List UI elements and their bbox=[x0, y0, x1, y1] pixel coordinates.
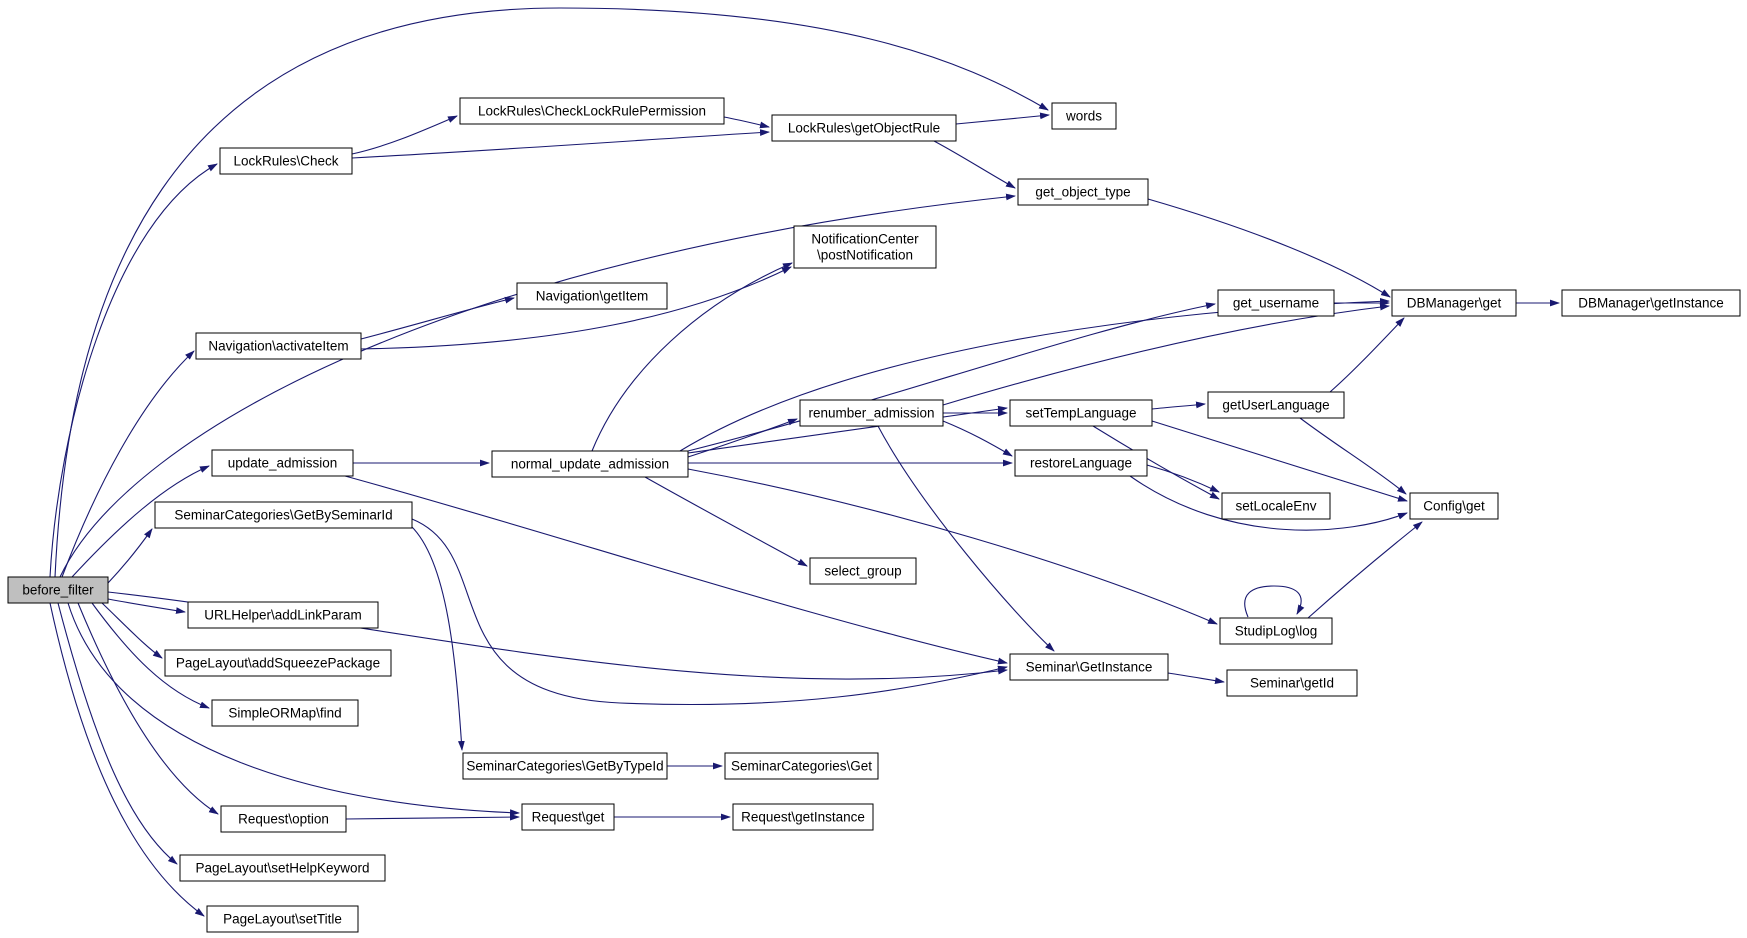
graph-node-request_get[interactable] bbox=[522, 804, 614, 830]
graph-node-label: words bbox=[1065, 108, 1103, 124]
graph-node-getuserlanguage[interactable] bbox=[1208, 392, 1344, 418]
graph-node-label: Seminar\GetInstance bbox=[1025, 659, 1153, 675]
call-edge-request_option-to-request_get bbox=[346, 817, 519, 819]
graph-node-update_admission[interactable] bbox=[212, 450, 353, 476]
call-edge-settemplanguage-to-config_get bbox=[1152, 421, 1407, 501]
call-edge-sem_getinstance-to-sem_getid bbox=[1168, 673, 1224, 682]
graph-node-label: setLocaleEnv bbox=[1235, 498, 1317, 514]
call-edge-before_filter-to-pl_sethelpkeyword bbox=[58, 603, 177, 864]
call-edge-renumber_admission-to-dbm_get bbox=[943, 306, 1389, 405]
graph-node-get_username[interactable] bbox=[1218, 290, 1334, 316]
graph-node-label: normal_update_admission bbox=[510, 456, 670, 472]
graph-node-pl_sethelpkeyword[interactable] bbox=[180, 855, 385, 881]
graph-node-label: restoreLanguage bbox=[1029, 455, 1133, 471]
graph-node-label: LockRules\getObjectRule bbox=[787, 120, 941, 136]
graph-node-label: SeminarCategories\GetBySeminarId bbox=[174, 507, 393, 523]
call-edge-normal_update-to-dbm_get bbox=[680, 301, 1389, 451]
call-edge-lr_check-to-lr_getobjectrule bbox=[352, 132, 769, 158]
graph-node-label: DBManager\get bbox=[1406, 295, 1502, 311]
call-edge-before_filter-to-sc_getbyseminarid bbox=[108, 529, 152, 583]
graph-node-get_object_type[interactable] bbox=[1018, 179, 1148, 205]
call-edge-lr_check-to-lr_checkperm bbox=[352, 116, 457, 154]
graph-node-request_getinstance[interactable] bbox=[733, 804, 873, 830]
graph-node-request_option[interactable] bbox=[221, 806, 346, 832]
graph-node-pl_settitle[interactable] bbox=[207, 906, 358, 932]
call-edge-getuserlanguage-to-config_get bbox=[1300, 418, 1406, 494]
graph-node-sc_get[interactable] bbox=[725, 753, 878, 779]
call-edge-normal_update-to-select_group bbox=[645, 477, 807, 566]
graph-node-sorm_find[interactable] bbox=[212, 700, 358, 726]
graph-node-label: LockRules\Check bbox=[233, 153, 339, 169]
graph-node-label: select_group bbox=[824, 563, 902, 579]
call-edge-renumber_admission-to-restorelanguage bbox=[943, 421, 1012, 456]
call-edge-getuserlanguage-to-dbm_get bbox=[1330, 318, 1404, 392]
graph-node-label: Request\getInstance bbox=[741, 809, 865, 825]
call-edge-lr_checkperm-to-lr_getobjectrule bbox=[724, 117, 769, 127]
graph-node-before_filter[interactable] bbox=[8, 577, 108, 603]
graph-node-lr_getobjectrule[interactable] bbox=[772, 115, 956, 141]
graph-node-label: update_admission bbox=[227, 455, 338, 471]
graph-node-lr_checkperm[interactable] bbox=[460, 98, 724, 124]
call-edge-sc_getbyseminarid-to-sc_getbytypeid bbox=[411, 526, 462, 750]
graph-node-config_get[interactable] bbox=[1410, 493, 1498, 519]
call-edge-restorelanguage-to-setlocaleenv bbox=[1147, 465, 1219, 492]
graph-node-nav_activateitem[interactable] bbox=[196, 333, 361, 359]
call-edge-normal_update-to-get_username bbox=[688, 304, 1215, 451]
graph-node-label: LockRules\CheckLockRulePermission bbox=[477, 103, 707, 119]
call-edge-normal_update-to-renumber_admission bbox=[688, 419, 797, 457]
graph-node-settemplanguage[interactable] bbox=[1010, 400, 1152, 426]
graph-node-renumber_admission[interactable] bbox=[800, 400, 943, 426]
graph-node-studiplog_log[interactable] bbox=[1220, 618, 1332, 644]
graph-node-restorelanguage[interactable] bbox=[1015, 450, 1147, 476]
call-edge-sc_getbyseminarid-to-sem_getinstance bbox=[412, 519, 1007, 705]
call-edge-before_filter-to-pl_addsqueeze bbox=[102, 603, 162, 658]
graph-node-label: DBManager\getInstance bbox=[1578, 295, 1724, 311]
graph-node-label: PageLayout\setTitle bbox=[223, 911, 342, 927]
graph-node-label: Request\option bbox=[238, 811, 329, 827]
call-edge-lr_getobjectrule-to-words bbox=[956, 115, 1049, 124]
graph-node-label: get_username bbox=[1232, 295, 1320, 311]
graph-node-label: Request\get bbox=[531, 809, 605, 825]
graph-node-pl_addsqueeze[interactable] bbox=[165, 650, 391, 676]
graph-node-setlocaleenv[interactable] bbox=[1222, 493, 1330, 519]
graph-node-label: URLHelper\addLinkParam bbox=[204, 607, 362, 623]
graph-node-label: get_object_type bbox=[1035, 184, 1131, 200]
graph-node-label: setTempLanguage bbox=[1025, 405, 1137, 421]
call-edge-studiplog_log-to-config_get bbox=[1308, 522, 1422, 618]
graph-node-sc_getbyseminarid[interactable] bbox=[155, 502, 412, 528]
graph-node-lr_check[interactable] bbox=[220, 148, 352, 174]
call-edge-normal_update-to-studiplog_log bbox=[688, 469, 1217, 624]
graph-node-label: before_filter bbox=[22, 582, 94, 598]
graph-node-nc_postnotification[interactable] bbox=[794, 226, 936, 268]
graph-node-sc_getbytypeid[interactable] bbox=[463, 753, 667, 779]
call-edge-lr_getobjectrule-to-get_object_type bbox=[934, 141, 1015, 188]
call-edge-get_object_type-to-dbm_get bbox=[1148, 199, 1390, 297]
graph-node-label: SeminarCategories\Get bbox=[730, 758, 873, 774]
graph-node-url_addlinkparam[interactable] bbox=[188, 602, 378, 628]
graph-node-label: PageLayout\addSqueezePackage bbox=[175, 655, 381, 671]
graph-node-sem_getid[interactable] bbox=[1227, 670, 1357, 696]
graph-node-label: StudipLog\log bbox=[1234, 623, 1318, 639]
graph-node-nav_getitem[interactable] bbox=[517, 283, 667, 309]
graph-node-words[interactable] bbox=[1052, 103, 1116, 129]
call-edge-settemplanguage-to-getuserlanguage bbox=[1152, 404, 1205, 409]
graph-node-dbm_get[interactable] bbox=[1392, 290, 1516, 316]
call-edge-nav_activateitem-to-nav_getitem bbox=[361, 298, 514, 339]
graph-node-label: NotificationCenter \postNotification bbox=[811, 231, 919, 263]
graph-node-label: Seminar\getId bbox=[1249, 675, 1335, 691]
graph-node-label: SimpleORMap\find bbox=[228, 705, 342, 721]
graph-node-sem_getinstance[interactable] bbox=[1010, 654, 1168, 680]
call-edge-before_filter-to-request_option bbox=[78, 603, 218, 814]
graph-node-label: Config\get bbox=[1423, 498, 1485, 514]
graph-node-label: Navigation\getItem bbox=[535, 288, 649, 304]
graph-node-label: renumber_admission bbox=[808, 405, 935, 421]
call-edge-studiplog_log-to-studiplog_log bbox=[1245, 586, 1301, 617]
graph-node-label: getUserLanguage bbox=[1222, 397, 1330, 413]
graph-node-label: PageLayout\setHelpKeyword bbox=[195, 860, 370, 876]
graph-node-select_group[interactable] bbox=[810, 558, 916, 584]
graph-node-dbm_getinstance[interactable] bbox=[1562, 290, 1740, 316]
graph-node-normal_update[interactable] bbox=[492, 451, 688, 477]
graph-node-label: SeminarCategories\GetByTypeId bbox=[466, 758, 664, 774]
call-edge-before_filter-to-url_addlinkparam bbox=[108, 599, 185, 612]
graph-node-label: Navigation\activateItem bbox=[208, 338, 349, 354]
